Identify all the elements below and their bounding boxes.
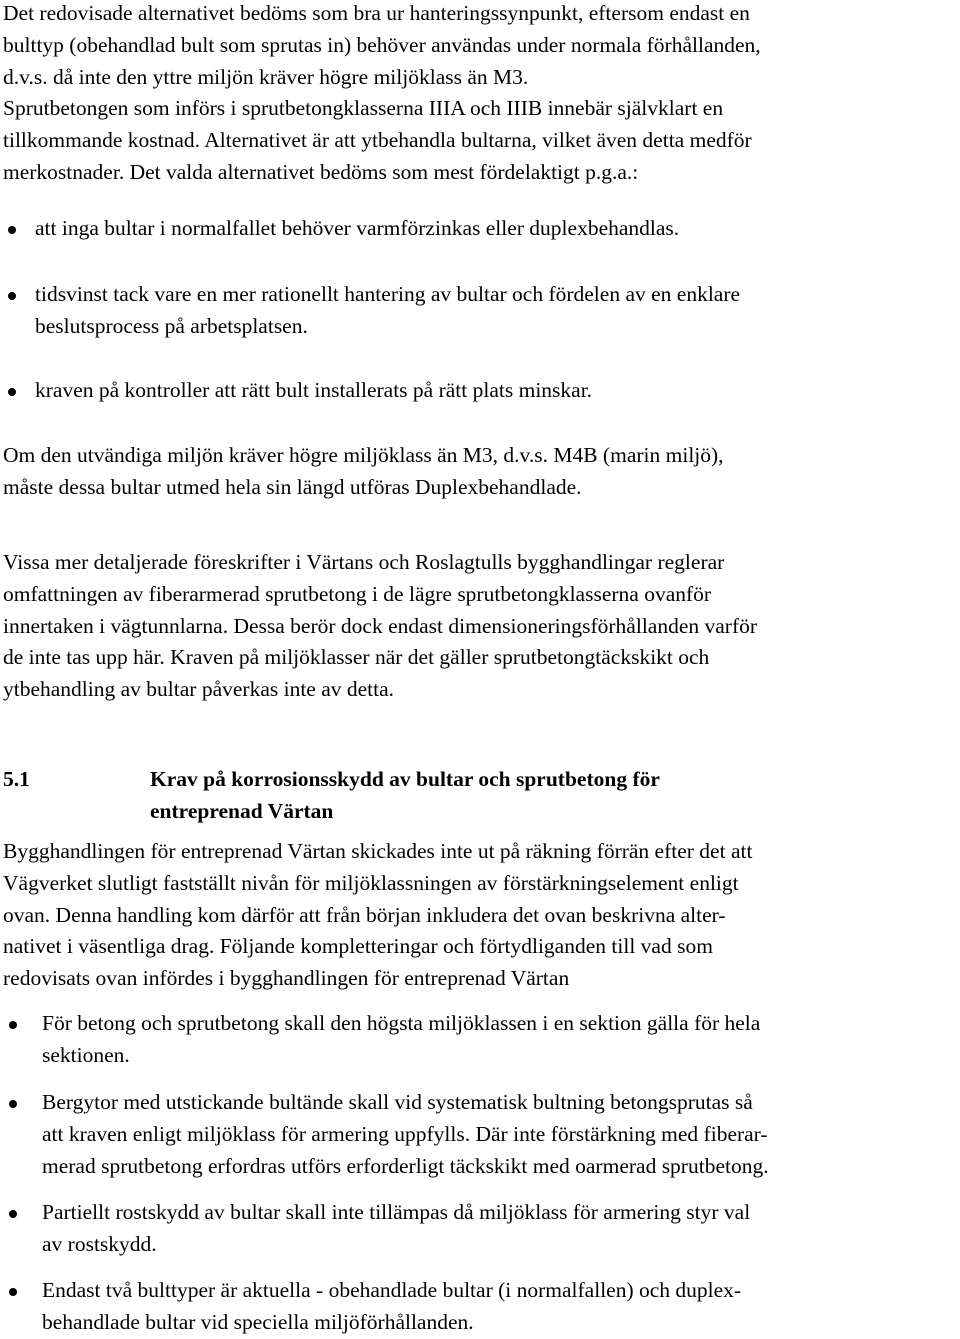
- text-line: tillkommande kostnad. Alternativet är att ytbehandla bultarna, vilket även detta medför: [3, 128, 752, 153]
- text-line: Endast två bulttyper är aktuella - obehandlade bultar (i normalfallen) och duplex-: [42, 1278, 742, 1302]
- bullet-icon: [9, 1100, 17, 1108]
- text-line: Bygghandlingen för entreprenad Värtan skickades inte ut på räkning förrän efter det att: [3, 839, 753, 863]
- bullet-icon: [8, 388, 16, 396]
- text-line: Om den utvändiga miljön kräver högre miljöklass än M3, d.v.s. M4B (marin miljö),: [3, 443, 724, 467]
- text-line: att kraven enligt miljöklass för armering uppfylls. Där inte förstärkning med fiberar-: [42, 1121, 768, 1146]
- intro-paragraph: [3, 0, 761, 189]
- text-line: av rostskydd.: [42, 1231, 157, 1256]
- bullet-icon: [9, 1288, 17, 1296]
- text-line: ovan. Denna handling kom därför att från början inkludera det ovan beskrivna alter-: [3, 902, 726, 927]
- text-line: sektionen.: [42, 1042, 130, 1067]
- m4b-paragraph: [3, 440, 724, 504]
- text-line: merkostnader. Det valda alternativet bedöms som mest fördelaktigt p.g.a.:: [3, 159, 639, 184]
- text-line: kraven på kontroller att rätt bult installerats på rätt plats minskar.: [35, 378, 593, 402]
- text-line: behandlade bultar vid speciella miljöförhållanden.: [42, 1309, 474, 1334]
- text-line: redovisats ovan infördes i bygghandlingen för entreprenad Värtan: [3, 966, 570, 991]
- section-title-line: entreprenad Värtan: [150, 798, 334, 823]
- text-line: Vissa mer detaljerade föreskrifter i Värtans och Roslagtulls bygghandlingar reglerar: [3, 550, 725, 574]
- text-line: nativet i väsentliga drag. Följande kompletteringar och förtydliganden till vad som: [3, 934, 713, 959]
- bygghandling-paragraph: [3, 836, 752, 995]
- text-line: innertaken i vägtunnlarna. Dessa berör dock endast dimensioneringsförhållanden varför: [3, 613, 758, 638]
- text-line: omfattningen av fiberarmerad sprutbetong i de lägre sprutbetongklasserna ovanför: [3, 581, 712, 606]
- regulations-paragraph: [3, 547, 757, 706]
- text-line: bulttyp (obehandlad bult som sprutas in) behöver användas under normala förhållanden,: [3, 32, 761, 57]
- text-line: Vägverket slutligt fastställt nivån för miljöklassningen av förstärkningselement enligt: [3, 870, 739, 895]
- text-line: Sprutbetongen som införs i sprutbetongklasserna IIIA och IIIB innebär självklart en: [3, 96, 724, 121]
- text-line: Det redovisade alternativet bedöms som bra ur hanteringssynpunkt, eftersom endast en: [3, 1, 750, 25]
- text-line: måste dessa bultar utmed hela sin längd utföras Duplexbehandlade.: [3, 474, 582, 499]
- text-line: beslutsprocess på arbetsplatsen.: [35, 313, 308, 338]
- bullet-icon: [9, 1021, 17, 1029]
- bullet-icon: [8, 226, 16, 234]
- bullet-icon: [8, 292, 16, 300]
- text-line: tidsvinst tack vare en mer rationellt hantering av bultar och fördelen av en enklare: [35, 282, 741, 306]
- text-line: Partiellt rostskydd av bultar skall inte tillämpas då miljöklass för armering styr val: [42, 1200, 751, 1224]
- text-line: merad sprutbetong erfordras utförs erforderligt täckskikt med oarmerad sprutbetong.: [42, 1153, 769, 1178]
- text-line: Bergytor med utstickande bultände skall vid systematisk bultning betongsprutas så: [42, 1090, 753, 1114]
- section-title-line: Krav på korrosionsskydd av bultar och sprutbetong för: [150, 767, 660, 791]
- text-line: d.v.s. då inte den yttre miljön kräver högre miljöklass än M3.: [3, 64, 529, 89]
- text-line: För betong och sprutbetong skall den högsta miljöklassen i en sektion gälla för hela: [42, 1011, 761, 1035]
- section-number: 5.1: [3, 767, 30, 791]
- text-line: att inga bultar i normalfallet behöver varmförzinkas eller duplexbehandlas.: [35, 216, 680, 240]
- text-line: de inte tas upp här. Kraven på miljöklasser när det gäller sprutbetongtäckskikt och: [3, 645, 710, 670]
- text-line: ytbehandling av bultar påverkas inte av detta.: [3, 677, 395, 702]
- bullet-icon: [9, 1210, 17, 1218]
